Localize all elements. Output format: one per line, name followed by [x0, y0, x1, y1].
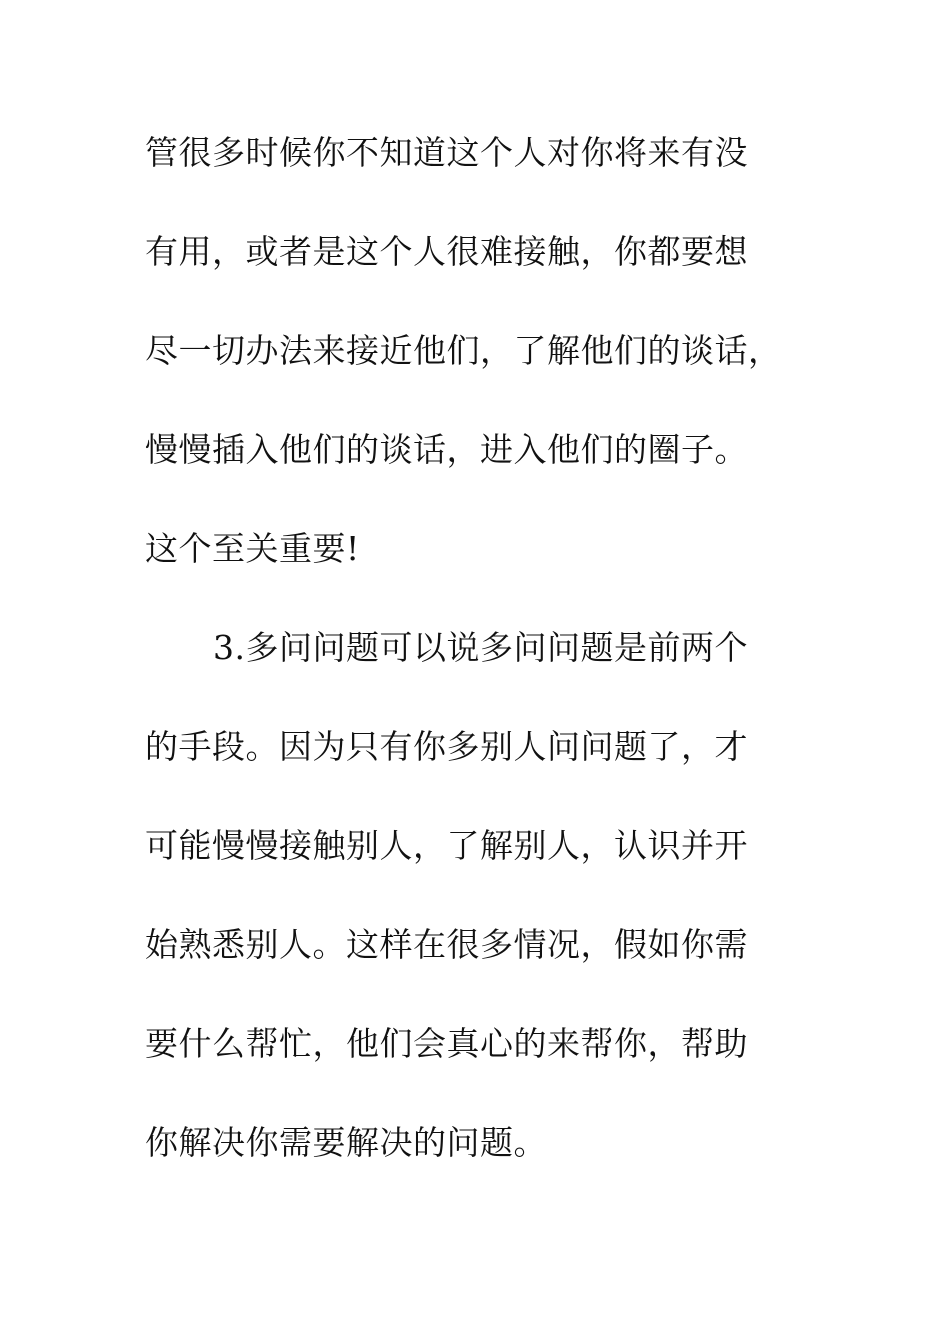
text-line-9: 始熟悉别人。这样在很多情况，假如你需 [145, 925, 748, 964]
text-line-5: 这个至关重要! [145, 529, 360, 568]
text-line-8: 可能慢慢接触别人，了解别人，认识并开 [145, 826, 748, 865]
text-line-3: 尽一切办法来接近他们，了解他们的谈话， [145, 331, 782, 370]
text-line-4: 慢慢插入他们的谈话，进入他们的圈子。 [145, 430, 748, 469]
text-line-1: 管很多时候你不知道这个人对你将来有没 [145, 133, 748, 172]
text-line-11: 你解决你需要解决的问题。 [145, 1123, 547, 1162]
text-line-6-paragraph-start: 3.多问问题可以说多问问题是前两个 [213, 628, 748, 667]
text-line-2: 有用，或者是这个人很难接触，你都要想 [145, 232, 748, 271]
text-line-10: 要什么帮忙，他们会真心的来帮你，帮助 [145, 1024, 748, 1063]
text-line-7: 的手段。因为只有你多别人问问题了，才 [145, 727, 748, 766]
